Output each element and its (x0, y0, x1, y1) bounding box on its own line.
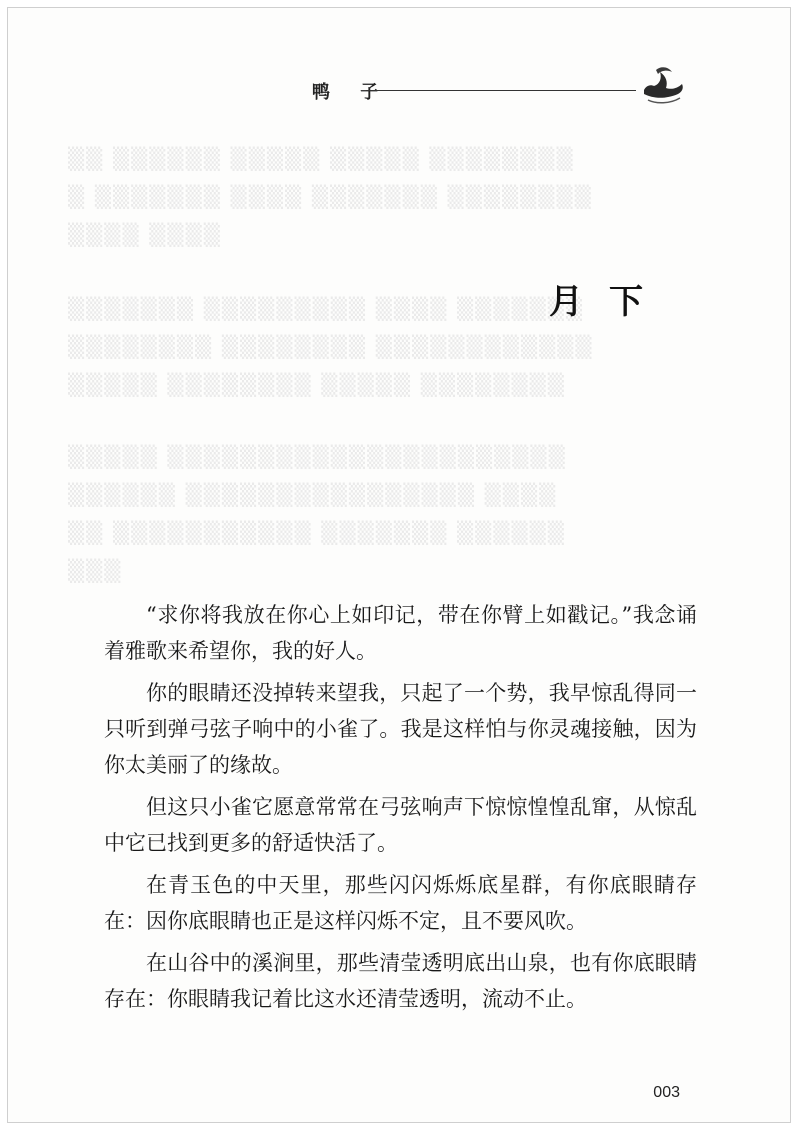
paragraph: 你的眼睛还没掉转来望我，只起了一个势，我早惊乱得同一只听到弹弓弦子响中的小雀了。我是这样怕与你灵魂接触，因为你太美丽了的缘故。 (104, 681, 697, 777)
running-header-title: 鸭 子 (312, 82, 391, 103)
paragraph: 但这只小雀它愿意常常在弓弦响声下惊惊惶惶乱窜，从惊乱中它已找到更多的舒适快活了。 (104, 795, 697, 855)
paragraph: 在青玉色的中天里，那些闪闪烁烁底星群，有你底眼睛存在：因你底眼睛也正是这样闪烁不定，且不要风吹。 (104, 873, 697, 933)
bleed-through-texture: ▒▒▒▒▒ ▒▒▒▒▒▒▒▒ ▒▒▒▒▒ ▒▒▒▒▒▒▒▒ (68, 373, 566, 397)
bleed-through-texture: ▒▒▒▒▒▒▒ ▒▒▒▒▒▒▒▒▒ ▒▒▒▒ ▒▒▒▒▒▒▒ (68, 297, 585, 321)
book-page (7, 7, 791, 1123)
chapter-title: 月下 (549, 282, 669, 322)
bleed-through-texture: ▒▒▒▒▒▒ ▒▒▒▒▒▒▒▒▒▒▒▒▒▒▒▒ ▒▒▒▒ (68, 483, 558, 507)
running-header (312, 72, 700, 112)
bleed-through-texture: ▒▒ ▒▒▒▒▒▒ ▒▒▒▒▒ ▒▒▒▒▒ ▒▒▒▒▒▒▒▒ (68, 147, 575, 171)
bleed-through-texture: ▒▒▒▒▒ ▒▒▒▒▒▒▒▒▒▒▒▒▒▒▒▒▒▒▒▒▒▒ (68, 445, 567, 469)
bleed-through-texture: ▒ ▒▒▒▒▒▒▒ ▒▒▒▒ ▒▒▒▒▒▒▒ ▒▒▒▒▒▒▒▒ (68, 185, 593, 209)
bleed-through-texture: ▒▒▒▒ ▒▒▒▒ (68, 223, 222, 247)
page-number: 003 (653, 1084, 680, 1101)
stylized-bird-emblem-icon (638, 64, 688, 108)
bleed-through-texture: ▒▒▒▒▒▒▒▒ ▒▒▒▒▒▒▒▒ ▒▒▒▒▒▒▒▒▒▒▒▒ (68, 335, 594, 359)
bleed-through-texture: ▒▒▒ (68, 559, 123, 583)
header-rule (366, 90, 636, 91)
paragraph: “求你将我放在你心上如印记，带在你臂上如戳记。”我念诵着雅歌来希望你，我的好人。 (104, 603, 697, 663)
paragraph: 在山谷中的溪涧里，那些清莹透明底出山泉，也有你底眼睛存在：你眼睛我记着比这水还清莹透明，流动不止。 (104, 951, 697, 1011)
bleed-through-texture: ▒▒ ▒▒▒▒▒▒▒▒▒▒▒ ▒▒▒▒▒▒▒ ▒▒▒▒▒▒ (68, 521, 566, 545)
body-text (104, 597, 697, 1023)
